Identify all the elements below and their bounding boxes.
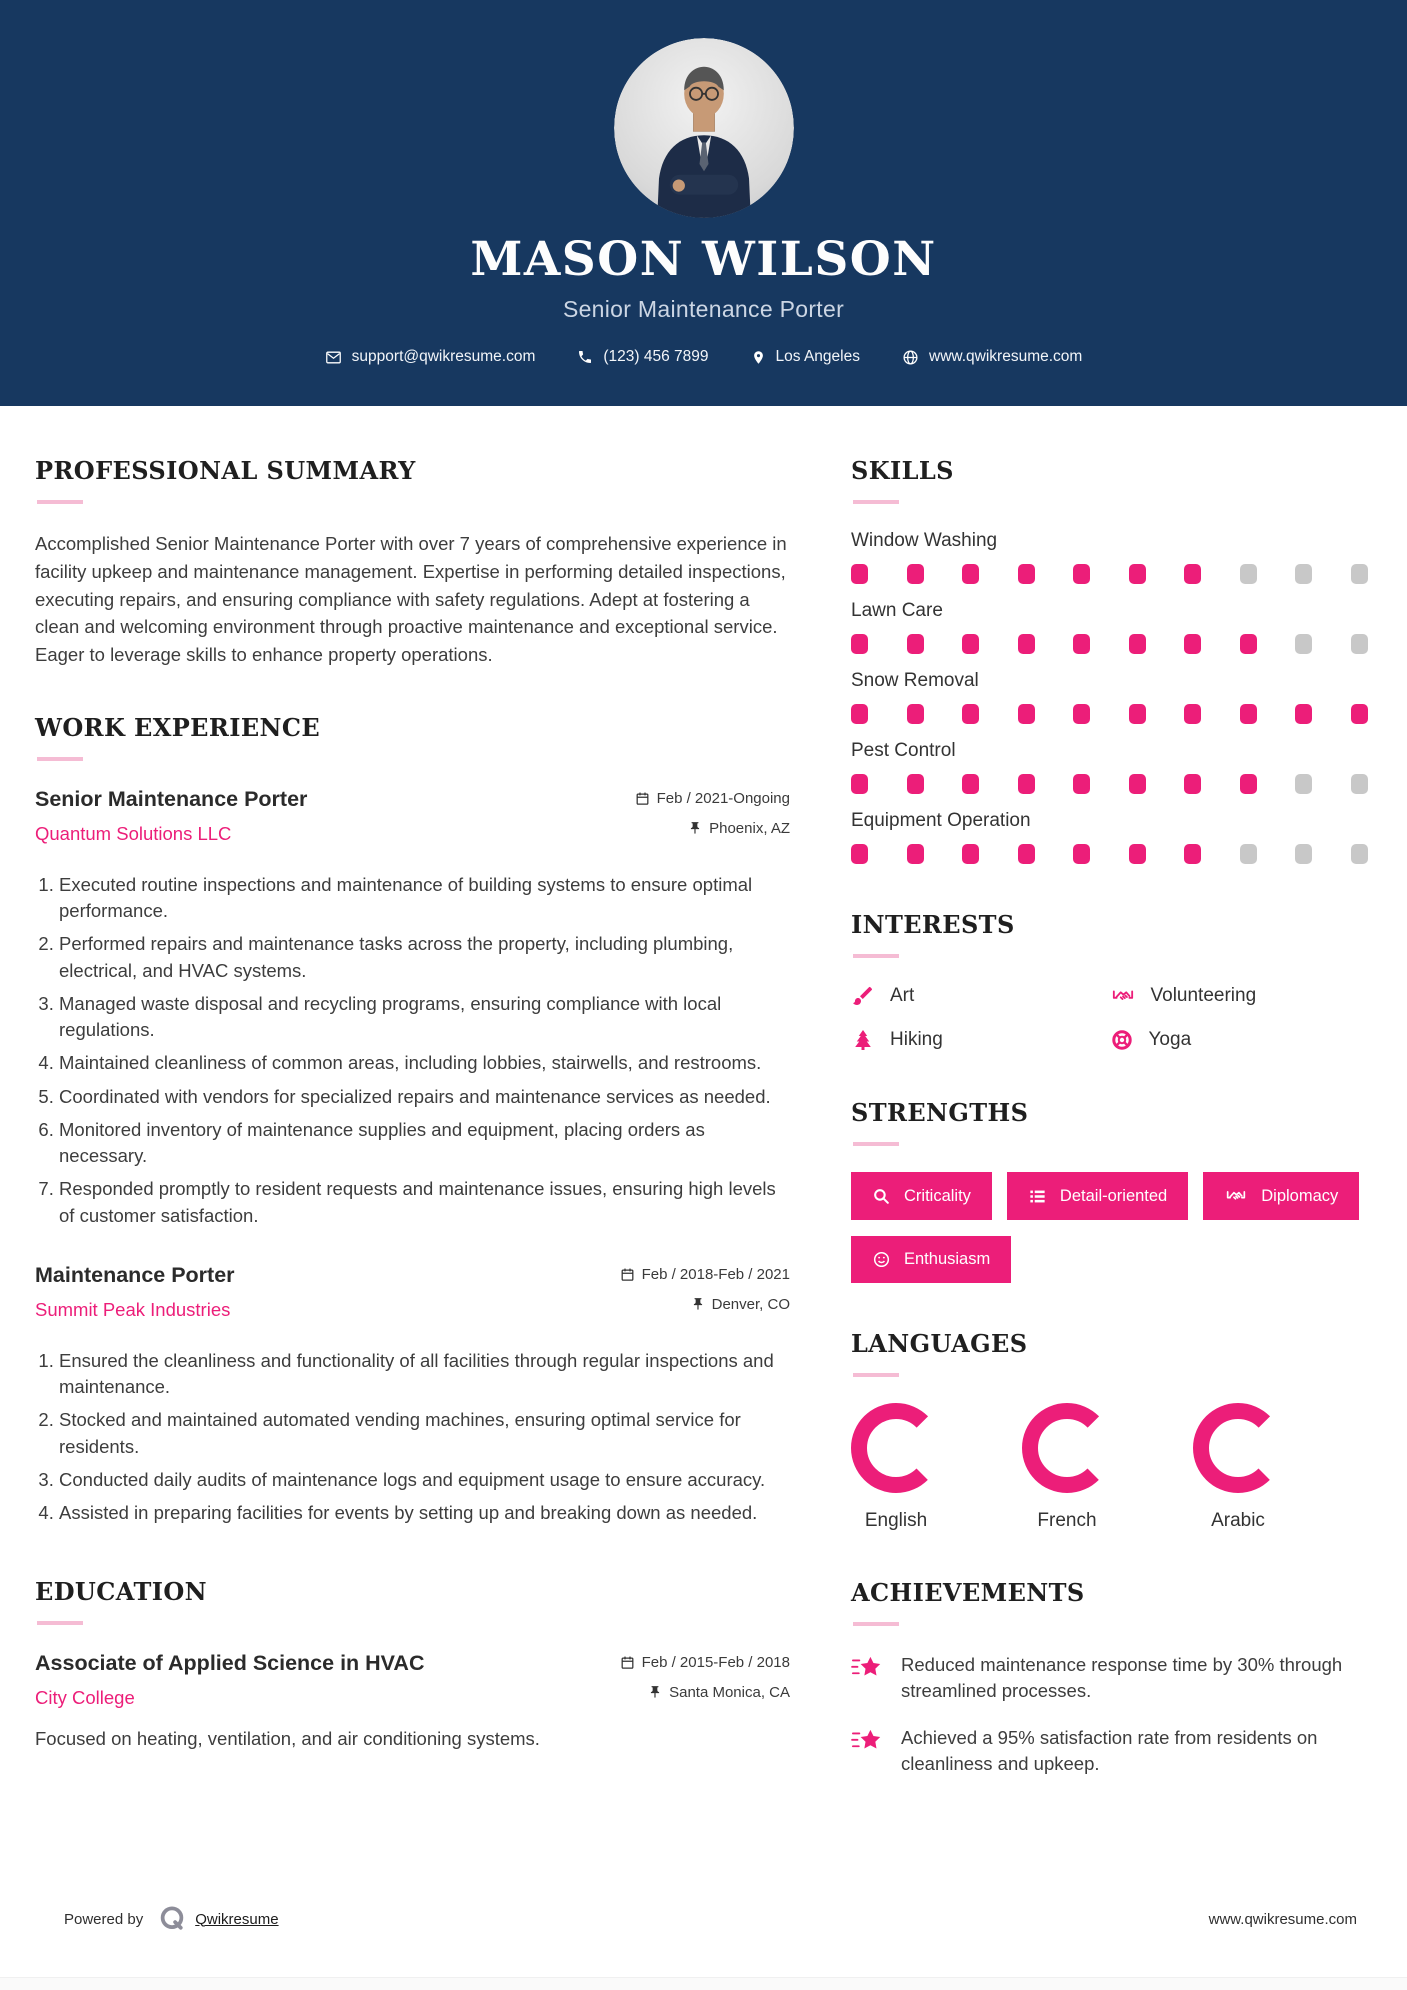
contact-location-text: Los Angeles — [775, 348, 860, 365]
contact-email-text: support@qwikresume.com — [351, 348, 536, 365]
qwikresume-link[interactable]: Qwikresume — [195, 1910, 279, 1928]
handshake-icon — [1224, 1186, 1248, 1206]
skill-dot — [962, 564, 979, 584]
skill-dot — [907, 774, 924, 794]
achievement-text: Achieved a 95% satisfaction rate from residents on cleanliness and upkeep. — [901, 1726, 1318, 1774]
skill-name: Pest Control — [851, 740, 956, 761]
heading-underline — [853, 1622, 899, 1626]
language-label: Arabic — [1211, 1510, 1265, 1531]
interest-label: Yoga — [1148, 1029, 1192, 1050]
skill-row — [851, 600, 1368, 654]
interest-label: Hiking — [890, 1029, 943, 1050]
main-content — [0, 406, 1407, 1797]
heading-underline — [37, 1621, 83, 1625]
job-title: Maintenance Porter — [35, 1262, 235, 1287]
skill-dot — [1240, 634, 1257, 654]
skill-dot — [1351, 634, 1368, 654]
skill-dot — [1184, 564, 1201, 584]
heading-underline — [853, 500, 899, 504]
lifebuoy-icon — [1110, 1028, 1134, 1052]
calendar-icon — [620, 1267, 635, 1282]
strengths-heading: STRENGTHS — [851, 1098, 1029, 1127]
skill-dot — [1240, 564, 1257, 584]
job-location: Denver, CO — [620, 1296, 790, 1313]
header — [0, 0, 1407, 406]
skill-dot — [851, 564, 868, 584]
profile-photo — [614, 38, 794, 218]
profile-photo-illustration — [614, 38, 794, 218]
job-company: Summit Peak Industries — [35, 1298, 231, 1320]
skill-dot — [1295, 704, 1312, 724]
right-column — [851, 456, 1368, 1797]
skill-dot — [1018, 774, 1035, 794]
skill-dot — [907, 634, 924, 654]
skill-dot — [1073, 844, 1090, 864]
heading-underline — [853, 1142, 899, 1146]
school-name: City College — [35, 1686, 135, 1708]
job-bullet: 1. Executed routine inspections and maintenance of building systems to ensure optimal performance. — [59, 872, 790, 925]
contact-website-text: www.qwikresume.com — [929, 348, 1083, 365]
smiley-icon — [872, 1250, 891, 1269]
strength-label: Enthusiasm — [904, 1250, 991, 1268]
degree-title: Associate of Applied Science in HVAC — [35, 1650, 425, 1675]
job-bullets — [35, 872, 790, 1229]
skill-dot — [1018, 844, 1035, 864]
skill-dot — [1184, 634, 1201, 654]
skill-dot — [1129, 774, 1146, 794]
language-label: English — [864, 1510, 928, 1531]
skill-dot — [962, 704, 979, 724]
skill-dot — [1184, 774, 1201, 794]
job-date: Feb / 2021-Ongoing — [635, 790, 790, 807]
contact-phone-text: (123) 456 7899 — [603, 348, 709, 365]
languages-heading: LANGUAGES — [851, 1329, 1028, 1358]
skill-rating — [851, 774, 1368, 794]
skill-rating — [851, 634, 1368, 654]
candidate-title: Senior Maintenance Porter — [562, 296, 845, 322]
language-progress-ring — [1022, 1403, 1112, 1493]
contact-row — [0, 348, 1407, 366]
list-icon — [1028, 1187, 1047, 1206]
skill-dot — [1129, 564, 1146, 584]
skill-dot — [1129, 844, 1146, 864]
pushpin-icon — [648, 1685, 662, 1699]
skill-dot — [1295, 844, 1312, 864]
strength-detail-oriented[interactable] — [1007, 1172, 1188, 1220]
skill-row — [851, 810, 1368, 864]
contact-website[interactable] — [902, 348, 1082, 366]
strength-label: Criticality — [904, 1186, 971, 1205]
footer — [64, 1904, 1357, 1934]
skill-dot — [1295, 634, 1312, 654]
skill-dot — [1184, 844, 1201, 864]
job-company: Quantum Solutions LLC — [35, 822, 232, 844]
skill-name: Snow Removal — [851, 670, 979, 691]
summary-text: Accomplished Senior Maintenance Porter with over 7 years of comprehensive experience in facility upkeep and maintenance management. Expertise in performing detailed inspections, executing repairs, and ensuring compliance with safety regulations. Adept at fostering a clean and welcoming environment through proactive maintenance and exceptional service. Eager to leverage skills to enhance property operations. — [35, 533, 787, 665]
job-bullet: 6. Monitored inventory of maintenance supplies and equipment, placing orders as necessary. — [59, 1117, 790, 1170]
powered-by-text: Powered by — [64, 1910, 144, 1928]
paintbrush-icon — [851, 984, 875, 1008]
left-column — [35, 456, 790, 1797]
job-location: Phoenix, AZ — [635, 820, 790, 837]
job-2 — [35, 1263, 790, 1527]
pine-tree-icon — [851, 1028, 875, 1052]
job-bullet: 4. Maintained cleanliness of common areas, including lobbies, stairwells, and restrooms. — [59, 1050, 790, 1076]
skill-dot — [1240, 774, 1257, 794]
education-description: Focused on heating, ventilation, and air conditioning systems. — [35, 1727, 540, 1749]
pushpin-icon — [688, 821, 702, 835]
skill-dot — [1295, 774, 1312, 794]
handshake-icon — [1110, 985, 1136, 1007]
skill-dot — [851, 844, 868, 864]
calendar-icon — [620, 1655, 635, 1670]
skill-name: Equipment Operation — [851, 810, 1031, 831]
skill-dot — [1073, 704, 1090, 724]
strength-enthusiasm[interactable] — [851, 1236, 1011, 1283]
skill-dot — [851, 704, 868, 724]
skill-dot — [1018, 564, 1035, 584]
skill-dot — [1018, 634, 1035, 654]
achievement-item — [851, 1652, 1368, 1705]
skill-dot — [907, 844, 924, 864]
achievement-text: Reduced maintenance response time by 30% through streamlined processes. — [901, 1654, 1343, 1702]
interest-label: Art — [890, 985, 915, 1006]
skill-dot — [1351, 704, 1368, 724]
interest-label: Volunteering — [1150, 985, 1257, 1006]
job-bullet: 2. Stocked and maintained automated vending machines, ensuring optimal service for residents. — [59, 1407, 790, 1460]
skill-dot — [907, 704, 924, 724]
job-bullet: 7. Responded promptly to resident requests and maintenance issues, ensuring high levels of customer satisfaction. — [59, 1176, 790, 1229]
achievements-heading: ACHIEVEMENTS — [851, 1578, 1085, 1607]
skill-dot — [1351, 564, 1368, 584]
job-bullet: 3. Managed waste disposal and recycling programs, ensuring compliance with local regulations. — [59, 991, 790, 1044]
skill-dot — [1018, 704, 1035, 724]
education-date: Feb / 2015-Feb / 2018 — [620, 1654, 790, 1671]
skill-dot — [962, 844, 979, 864]
skill-dot — [1240, 704, 1257, 724]
skill-dot — [1351, 844, 1368, 864]
shooting-star-icon — [851, 1654, 884, 1682]
skill-dot — [1184, 704, 1201, 724]
skill-dot — [1073, 634, 1090, 654]
skill-dot — [907, 564, 924, 584]
interests-heading: INTERESTS — [851, 910, 1015, 939]
language-progress-ring — [1193, 1403, 1283, 1493]
language-label: French — [1037, 1510, 1097, 1531]
skill-dot — [1129, 634, 1146, 654]
interests-list — [851, 984, 1368, 1052]
strength-label: Detail-oriented — [1059, 1186, 1168, 1205]
interest-art — [851, 984, 1110, 1008]
qwikresume-logo — [157, 1904, 187, 1934]
skill-rating — [851, 564, 1368, 584]
pushpin-icon — [691, 1297, 705, 1311]
job-bullet: 5. Coordinated with vendors for specialized repairs and maintenance services as needed. — [59, 1084, 790, 1110]
contact-location — [751, 348, 860, 366]
job-bullet: 2. Performed repairs and maintenance tasks across the property, including plumbing, electrical, and HVAC systems. — [59, 931, 790, 984]
contact-email[interactable] — [325, 348, 536, 366]
skill-rating — [851, 844, 1368, 864]
globe-icon — [902, 349, 919, 366]
skill-dot — [1129, 704, 1146, 724]
heading-underline — [853, 1373, 899, 1377]
skill-dot — [851, 634, 868, 654]
heading-underline — [37, 500, 83, 504]
location-icon — [751, 349, 766, 366]
skill-dot — [1073, 774, 1090, 794]
skill-dot — [1073, 564, 1090, 584]
interest-volunteering — [1110, 984, 1369, 1008]
bottom-strip — [0, 1977, 1407, 1990]
skill-dot — [851, 774, 868, 794]
skill-name: Lawn Care — [851, 600, 943, 621]
job-bullet: 4. Assisted in preparing facilities for events by setting up and breaking down as needed. — [59, 1500, 790, 1526]
calendar-icon — [635, 791, 650, 806]
skill-dot — [1351, 774, 1368, 794]
job-date: Feb / 2018-Feb / 2021 — [620, 1266, 790, 1283]
contact-phone[interactable] — [577, 348, 708, 366]
achievement-item — [851, 1725, 1368, 1778]
strength-diplomacy[interactable] — [1203, 1172, 1359, 1220]
heading-underline — [853, 954, 899, 958]
summary-heading: PROFESSIONAL SUMMARY — [35, 456, 416, 485]
job-bullet: 3. Conducted daily audits of maintenance logs and equipment usage to ensure accuracy. — [59, 1467, 790, 1493]
languages-list — [851, 1403, 1368, 1532]
skill-dot — [962, 774, 979, 794]
skills-heading: SKILLS — [851, 456, 954, 485]
email-icon — [325, 349, 342, 366]
skill-dot — [1295, 564, 1312, 584]
language-english — [851, 1403, 941, 1532]
language-arabic — [1193, 1403, 1283, 1532]
search-icon — [872, 1187, 891, 1206]
skill-row — [851, 530, 1368, 584]
education-heading: EDUCATION — [35, 1576, 207, 1606]
heading-underline — [37, 757, 83, 761]
shooting-star-icon — [851, 1727, 884, 1755]
job-bullet: 1. Ensured the cleanliness and functionality of all facilities through regular inspections and maintenance. — [59, 1348, 790, 1401]
skill-dot — [1240, 844, 1257, 864]
language-french — [1022, 1403, 1112, 1532]
footer-website-link[interactable]: www.qwikresume.com — [1208, 1910, 1357, 1928]
education-entry — [35, 1651, 790, 1750]
interest-hiking — [851, 1028, 1110, 1052]
interest-yoga — [1110, 1028, 1369, 1052]
strengths-list — [851, 1172, 1368, 1283]
skill-dot — [962, 634, 979, 654]
skill-rating — [851, 704, 1368, 724]
language-progress-ring — [851, 1403, 941, 1493]
skill-row — [851, 670, 1368, 724]
job-bullets — [35, 1348, 790, 1527]
job-title: Senior Maintenance Porter — [35, 786, 308, 811]
strength-criticality[interactable] — [851, 1172, 992, 1220]
work-heading: WORK EXPERIENCE — [35, 712, 321, 742]
phone-icon — [577, 349, 593, 365]
education-location: Santa Monica, CA — [620, 1684, 790, 1701]
strength-label: Diplomacy — [1261, 1186, 1339, 1205]
job-1 — [35, 787, 790, 1229]
candidate-name: MASON WILSON — [470, 232, 937, 287]
skill-row — [851, 740, 1368, 794]
skill-name: Window Washing — [851, 530, 998, 551]
